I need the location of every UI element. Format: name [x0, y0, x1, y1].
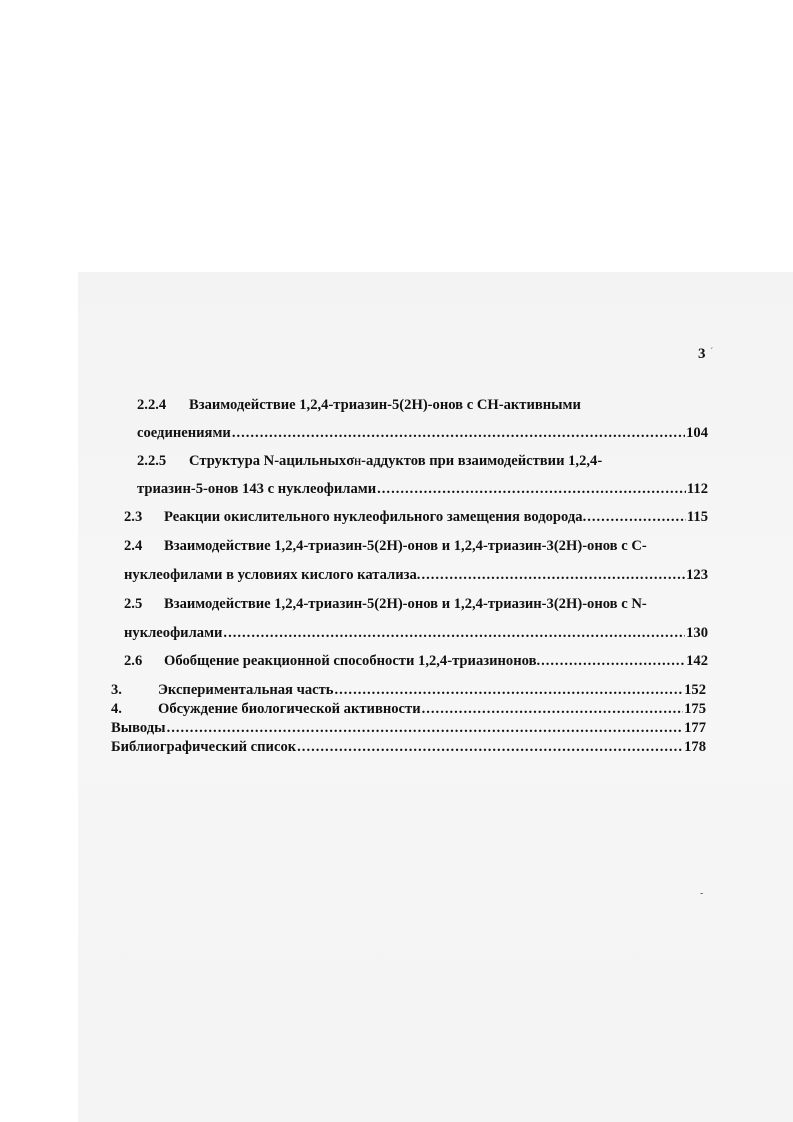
dot-leader	[421, 567, 685, 584]
toc-entry-2-2-5-cont	[137, 481, 708, 498]
dot-leader	[377, 481, 686, 498]
toc-entry-bibliography	[111, 739, 706, 756]
toc-entry-4	[111, 701, 706, 718]
toc-entry-3	[111, 682, 706, 699]
toc-title: нуклеофилами в условиях кислого катализа.	[124, 567, 421, 583]
toc-page: 152	[684, 682, 706, 698]
toc-page: 178	[684, 739, 706, 755]
scan-mark: -	[700, 888, 704, 899]
toc-entry-conclusions	[111, 720, 706, 737]
toc-number: 2.2.5	[137, 453, 167, 469]
toc-number: 4.	[111, 701, 122, 717]
toc-page: 130	[686, 625, 708, 641]
toc-title: Взаимодействие 1,2,4-триазин-5(2Н)-онов и 1,2,4-триазин-3(2Н)-онов с N-	[164, 596, 647, 612]
toc-page: 142	[686, 653, 708, 669]
toc-entry-2-4	[124, 538, 647, 555]
toc-page: 177	[684, 720, 706, 736]
dot-leader	[167, 720, 684, 737]
toc-title: Обсуждение биологической активности	[158, 701, 421, 717]
toc-entry-2-5	[124, 596, 647, 613]
toc-page: 115	[686, 509, 708, 525]
scan-mark: ´	[710, 347, 714, 358]
toc-page: 112	[686, 481, 708, 497]
toc-number: 2.6	[124, 653, 143, 669]
toc-title: триазин-5-онов 143 с нуклеофилами	[137, 481, 377, 497]
toc-title: нуклеофилами	[124, 625, 223, 641]
toc-title: Библиографический список	[111, 739, 297, 755]
dot-leader	[541, 653, 685, 670]
toc-entry-2-2-4-cont	[137, 425, 708, 442]
toc-entry-2-2-4	[137, 397, 581, 414]
toc-title-cont: -аддуктов при взаимодействии 1,2,4-	[361, 453, 603, 469]
toc-title: Структура N-ацильных	[189, 453, 347, 469]
dot-leader	[334, 682, 683, 699]
toc-page: 123	[686, 567, 708, 583]
toc-title: Выводы	[111, 720, 166, 736]
toc-entry-2-5-cont	[124, 625, 708, 642]
toc-number: 2.2.4	[137, 397, 167, 413]
toc-number: 2.5	[124, 596, 143, 612]
toc-number: 2.3	[124, 509, 143, 525]
toc-page: 104	[686, 425, 708, 441]
dot-leader	[587, 509, 686, 526]
toc-page: 175	[684, 701, 706, 717]
toc-title: соединениями	[137, 425, 231, 441]
toc-entry-2-4-cont	[124, 567, 708, 584]
dot-leader	[422, 701, 684, 718]
page-number: 3	[698, 346, 706, 362]
dot-leader	[232, 425, 685, 442]
dot-leader	[297, 739, 683, 756]
toc-title: Экспериментальная часть	[158, 682, 334, 698]
toc-entry-2-3	[124, 509, 708, 526]
toc-entry-2-6	[124, 653, 708, 670]
toc-title: Реакции окислительного нуклеофильного замещения водорода.	[164, 509, 587, 525]
sigma-symbol: σ	[346, 453, 355, 469]
toc-title: Обобщение реакционной способности 1,2,4-триазинонов.	[164, 653, 541, 669]
toc-entry-2-2-5: 2.2.5 Структура N-ацильных σ H -аддуктов при взаимодействии 1,2,4-	[137, 453, 603, 469]
toc-title: Взаимодействие 1,2,4-триазин-5(2Н)-онов с СН-активными	[189, 397, 581, 413]
toc-number: 3.	[111, 682, 122, 698]
toc-title: Взаимодействие 1,2,4-триазин-5(2Н)-онов и 1,2,4-триазин-3(2Н)-онов с С-	[164, 538, 647, 554]
toc-number: 2.4	[124, 538, 143, 554]
dot-leader	[223, 625, 685, 642]
